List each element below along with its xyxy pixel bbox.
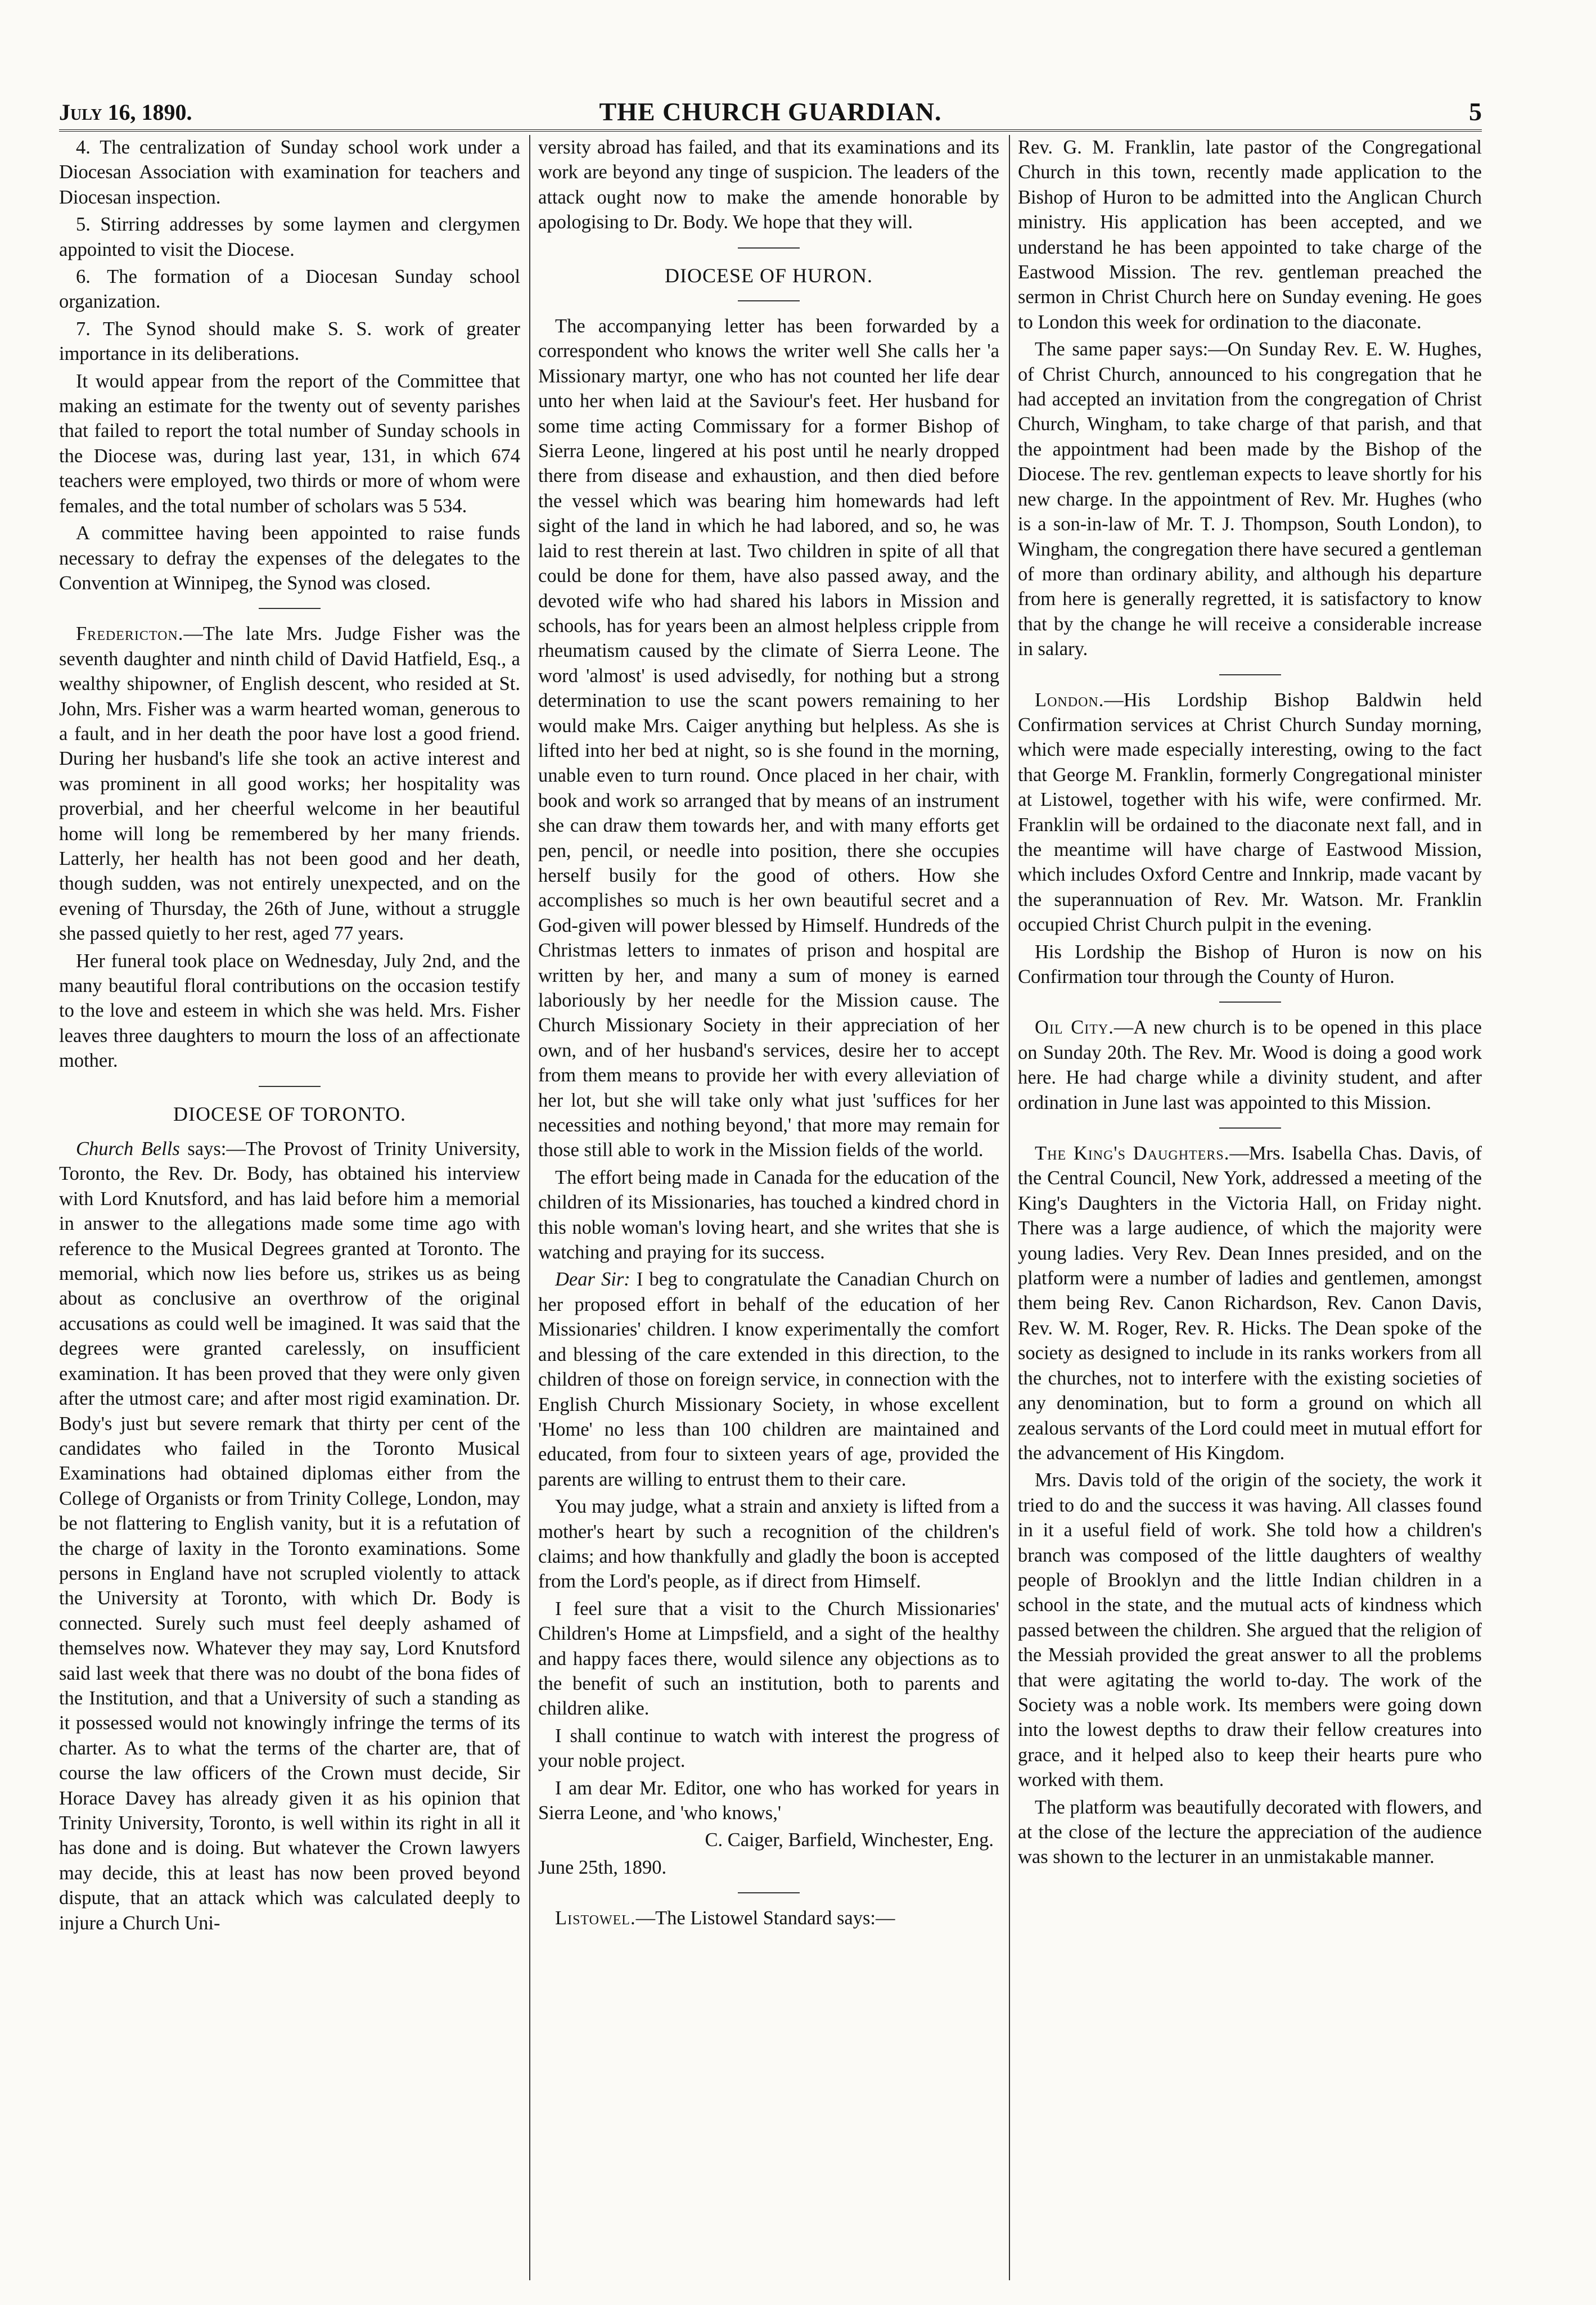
- paragraph: [59, 621, 520, 946]
- letter-signature: C. Caiger, Barfield, Winchester, Eng.: [705, 1829, 994, 1851]
- paragraph: I shall continue to watch with interest the progress of your noble project.: [538, 1725, 999, 1772]
- section-heading: DIOCESE OF TORONTO.: [173, 1102, 407, 1125]
- section-separator: [738, 300, 800, 301]
- paragraph: I feel sure that a visit to the Church Missionaries' Children's Home at Limpsfield, and a sight of the healthy and happy faces there, would silence any objections as to the benefit of such an institution, both to parents and children alike.: [538, 1598, 999, 1720]
- dateline: London.: [1035, 689, 1104, 711]
- newspaper-title: THE CHURCH GUARDIAN.: [599, 97, 942, 126]
- section-separator: [1219, 674, 1281, 675]
- paragraph-text: —His Lordship Bishop Baldwin held Confirmation services at Christ Church Sunday morning, which were made especially interesting, owing to the fact that George M. Franklin, formerly Congregational minister at Listowel, together with his wife, were confirmed. Mr. Franklin will be ordained to the diaconate next fall, and in the meantime will have charge of Eastwood Mission, which includes Oxford Centre and Innkrip, made vacant by the superannuation of Rev. Mr. Watson. Mr. Franklin occupied Christ Church pulpit in the evening.: [1018, 689, 1482, 936]
- paragraph: I am dear Mr. Editor, one who has worked for years in Sierra Leone, and 'who knows,': [538, 1777, 999, 1824]
- paragraph: A committee having been appointed to raise funds necessary to defray the expenses of the delegates to the Convention at Winnipeg, the Synod was closed.: [59, 522, 520, 594]
- paragraph: The accompanying letter has been forwarded by a correspondent who knows the writer well She calls her 'a Missionary martyr, one who has not counted her life dear unto her when laid at the Saviour's feet. Her husband for some time acting Commissary for a former Bishop of Sierra Leone, lingered at his post until he nearly dropped there from disease and exhaustion, and then died before the vessel which was bearing him homewards had left sight of the land in which he had labored, and so, he was laid to rest therein at last. Two children in spite of all that could be done for them, have also passed away, and the devoted wife who had shared his labors in Mission and schools, has for years been an almost helpless cripple from rheumatism caused by the climate of Sierra Leone. The word 'almost' is used advisedly, for nothing but a strong determination to use the scant powers remaining to her would make Mrs. Caiger anything but helpless. As she is lifted into her bed at night, so is she found in the morning, unable even to turn round. Once placed in her chair, with book and work so arranged that by means of an instrument she can draw them towards her, and with many efforts get pen, pencil, or needle into position, there she occupies herself busily for the good of others. How she accomplishes so much is her own beautiful secret and a God-given will power blessed by Himself. Hundreds of the Christmas letters to inmates of prison and hospital are written by her, and many a sum of money is earned laboriously by her needle for the Mission cause. The Church Missionary Society in their appreciation of her own, and of her husband's services, desire her to accept from them means to provide her with every alleviation of her lot, but she will take only what just 'suffices for her necessities and nothing beyond,' that more may remain for those still able to work in the Mission fields of the world.: [538, 315, 999, 1161]
- paragraph: Mrs. Davis told of the origin of the society, the work it tried to do and the success it was having. All classes found in it a useful field of work. She told how a children's branch was composed of the little daughters of wealthy people of Brooklyn and the little Indian children in a school in the state, and the mutual acts of kindness which passed between the children. She argued that the religion of the Messiah provided the great answer to all the problems that were agitating the world to-day. The work of the Society was a noble work. Its members were going down into the lowest depths to draw their fellow creatures into grace, and it helped also to keep their hearts pure who worked with them.: [1018, 1469, 1482, 1791]
- column-2: [538, 135, 999, 2280]
- paragraph: [1018, 1015, 1482, 1115]
- paragraph: 5. Stirring addresses by some laymen and clergymen appointed to visit the Diocese.: [59, 214, 520, 260]
- paragraph-text: —A new church is to be opened in this place on Sunday 20th. The Rev. Mr. Wood is doing a good work here. He had charge while a divinity student, and after ordination in June last was appointed to this Mission.: [1018, 1017, 1482, 1113]
- section-separator: [259, 608, 321, 609]
- paragraph: [1018, 688, 1482, 937]
- paragraph-text: says:—The Provost of Trinity University, Toronto, the Rev. Dr. Body, has obtained his interview with Lord Knutsford, and has laid before him a memorial in answer to the allegations made some time ago with reference to the Musical Degrees granted at Toronto. The memorial, which now lies before us, strikes us as being about as conclusive an overthrow of the original accusations as could well be imagined. It was said that the degrees were granted carelessly, on insufficient examination. It has been proved that they were only given after the utmost care; and after most rigid examination. Dr. Body's just but severe remark that thirty per cent of the candidates who failed in the Toronto Musical Examinations had obtained diplomas either from the College of Organists or from Trinity College, London, may be not flattering to English vanity, but it is a refutation of the charge of laxity in the Toronto examinations. Some persons in England have not scrupled violently to attack the University at Toronto, with which Dr. Body is connected. Surely such must feel deeply ashamed of themselves now. Whatever they may say, Lord Knutsford said last week that there was no doubt of the bona fides of the Institution, and that a University of such a standing as it possessed would not knowingly infringe the terms of its charter. As to what the terms of the charter are, that of course the law officers of the Crown must decide, Sir Horace Davey has already given it as his opinion that Trinity University, Toronto, is well within its right in all it has done and is doing. But whatever the Crown lawyers may decide, this at least has now been proved beyond dispute, that an attack which was calculated deeply to injure a Church Uni-: [59, 1138, 520, 1934]
- paragraph: 4. The centralization of Sunday school work under a Diocesan Association with examination for teachers and Diocesan inspection.: [59, 137, 520, 208]
- section-separator: [1219, 1127, 1281, 1129]
- paragraph: His Lordship the Bishop of Huron is now on his Confirmation tour through the County of Huron.: [1018, 941, 1482, 987]
- paragraph-text: —The Listowel Standard says:—: [635, 1907, 895, 1929]
- paragraph: The same paper says:—On Sunday Rev. E. W. Hughes, of Christ Church, announced to his congregation that he had accepted an invitation from the congregation of Christ Church, Wingham, to take charge of that parish, and that the appointment had been made by the Bishop of the Diocese. The rev. gentleman expects to leave shortly for his new charge. In the appointment of Rev. Mr. Hughes (who is a son-in-law of Mr. T. J. Thompson, South London), to Wingham, the congregation there have secured a gentleman of more than ordinary ability, and although his departure from here is generally regretted, it is satisfactory to know that by the change he will receive a considerable increase in salary.: [1018, 339, 1482, 660]
- dateline: Listowel.: [555, 1907, 636, 1929]
- section-heading: DIOCESE OF HURON.: [664, 264, 873, 287]
- paragraph: versity abroad has failed, and that its examinations and its work are beyond any tinge of suspicion. The leaders of the attack ought now to make the amende honorable by apologising to Dr. Body. We hope that they will.: [538, 137, 999, 233]
- column-1: [59, 135, 520, 2280]
- paragraph: The effort being made in Canada for the education of the children of its Missionaries, has touched a kindred chord in this noble woman's loving heart, and she writes that she is watching and praying for its success.: [538, 1166, 999, 1264]
- column-divider: [1009, 135, 1010, 2280]
- issue-date: July 16, 1890.: [59, 100, 192, 125]
- paragraph: 6. The formation of a Diocesan Sunday school organization.: [59, 266, 520, 313]
- source-name: Church Bells: [76, 1138, 180, 1160]
- paragraph: Rev. G. M. Franklin, late pastor of the Congregational Church in this town, recently made application to the Bishop of Huron to be admitted into the Anglican Church ministry. His application has been accepted, and we understand he has been appointed to take charge of the Eastwood Mission. The rev. gentleman preached the sermon in Christ Church here on Sunday evening. He goes to London this week for ordination to the diaconate.: [1018, 137, 1482, 333]
- section-separator: [259, 1086, 321, 1087]
- paragraph: [538, 1267, 999, 1492]
- paragraph: You may judge, what a strain and anxiety is lifted from a mother's heart by such a recognition of the children's claims; and how thankfully and gladly the boon is accepted from the Lord's people, as if direct from Himself.: [538, 1496, 999, 1593]
- paragraph: It would appear from the report of the Committee that making an estimate for the twenty out of seventy parishes that failed to report the total number of Sunday schools in the Diocese was, during last year, 131, in which 674 teachers were employed, two thirds or more of whom were females, and the total number of scholars was 5 534.: [59, 370, 520, 517]
- paragraph: 7. The Synod should make S. S. work of greater importance in its deliberations.: [59, 318, 520, 365]
- paragraph: [59, 1136, 520, 1936]
- dateline: Fredericton.: [76, 623, 184, 645]
- salutation: Dear Sir:: [555, 1269, 630, 1291]
- column-3: [1018, 135, 1482, 2280]
- paragraph-text: I beg to congratulate the Canadian Church on her proposed effort in behalf of the education of her Missionaries' children. I know experimentally the comfort and blessing of the care extended in this direction, to the children of those on foreign service, in connection with the English Church Missionary Society, in whose excellent 'Home' no less than 100 children are maintained and educated, from four to sixteen years of age, provided the parents are willing to entrust them to their care.: [538, 1269, 999, 1490]
- letter-date: June 25th, 1890.: [538, 1856, 667, 1878]
- section-separator: [738, 1892, 800, 1893]
- article-columns: [59, 135, 1482, 2280]
- dateline: Oil City.: [1035, 1017, 1114, 1039]
- paragraph-text: —Mrs. Isabella Chas. Davis, of the Central Council, New York, addressed a meeting of the King's Daughters in the Victoria Hall, on Friday night. There was a large audience, of which the majority were young ladies. Very Rev. Dean Innes presided, and on the platform were a number of ladies and gentlemen, amongst them being Rev. Canon Richardson, Rev. Canon Davis, Rev. W. M. Roger, Rev. R. Hicks. The Dean spoke of the society as designed to include in its ranks workers from all the churches, not to interfere with the existing societies of any denomination, but to form a ground on which all zealous servants of the Lord could meet in mutual effort for the advancement of His Kingdom.: [1018, 1143, 1482, 1464]
- paragraph-text: —The late Mrs. Judge Fisher was the seventh daughter and ninth child of David Hatfield, Esq., a wealthy shipowner, of English descent, who resided at St. John, Mrs. Fisher was a warm hearted woman, generous to a fault, and in her death the poor have lost a good friend. During her husband's life she took an active interest and was prominent in all good works; her hospitality was proverbial, and her cheerful welcome in her beautiful home will long be remembered by her many friends. Latterly, her health has not been good and her death, though sudden, was not entirely unexpected, and on the evening of Thursday, the 26th of June, without a struggle she passed quietly to her rest, aged 77 years.: [59, 623, 520, 945]
- page-number: 5: [1469, 97, 1482, 126]
- section-separator: [738, 247, 800, 249]
- paragraph: [1018, 1141, 1482, 1465]
- page-header: [59, 94, 1482, 132]
- paragraph: The platform was beautifully decorated with flowers, and at the close of the lecture the appreciation of the audience was shown to the lecturer in an unmistakable manner.: [1018, 1796, 1482, 1868]
- paragraph: Her funeral took place on Wednesday, July 2nd, and the many beautiful floral contributions on the occasion testify to the love and esteem in which she was held. Mrs. Fisher leaves three daughters to mourn the loss of an affectionate mother.: [59, 950, 520, 1072]
- column-divider: [529, 135, 530, 2280]
- section-separator: [1219, 1002, 1281, 1003]
- dateline: The King's Daughters.: [1035, 1143, 1230, 1165]
- paragraph: [538, 1906, 999, 1930]
